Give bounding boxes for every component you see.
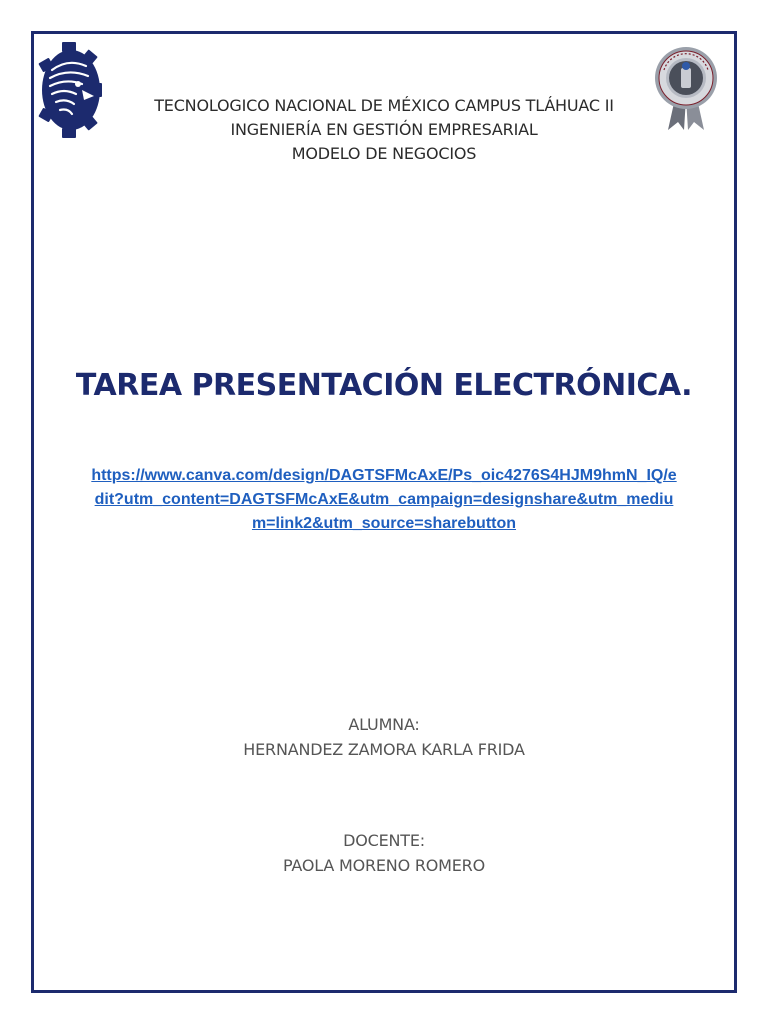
program-name: INGENIERÍA EN GESTIÓN EMPRESARIAL bbox=[230, 120, 538, 139]
canva-presentation-link[interactable]: https://www.canva.com/design/DAGTSFMcAxE/Ps_oic4276S4HJM9hmN_IQ/edit?utm_content=DAGTSFMcAxE&utm_campaign=designshare&utm_medium=link2&utm_source=sharebutton bbox=[91, 467, 677, 532]
tecnm-gear-eagle-logo-icon bbox=[38, 40, 104, 140]
course-name: MODELO DE NEGOCIOS bbox=[291, 144, 477, 163]
student-name: HERNANDEZ ZAMORA KARLA FRIDA bbox=[243, 740, 525, 759]
document-title: TAREA PRESENTACIÓN ELECTRÓNICA. bbox=[75, 368, 693, 403]
institution-name: TECNOLOGICO NACIONAL DE MÉXICO CAMPUS TLÁHUAC II bbox=[154, 96, 614, 115]
teacher-name: PAOLA MORENO ROMERO bbox=[282, 856, 485, 875]
teacher-label: DOCENTE: bbox=[343, 831, 425, 850]
student-label: ALUMNA: bbox=[348, 715, 420, 734]
student-block bbox=[100, 712, 668, 762]
teacher-block bbox=[100, 828, 668, 878]
institution-header bbox=[100, 94, 668, 166]
